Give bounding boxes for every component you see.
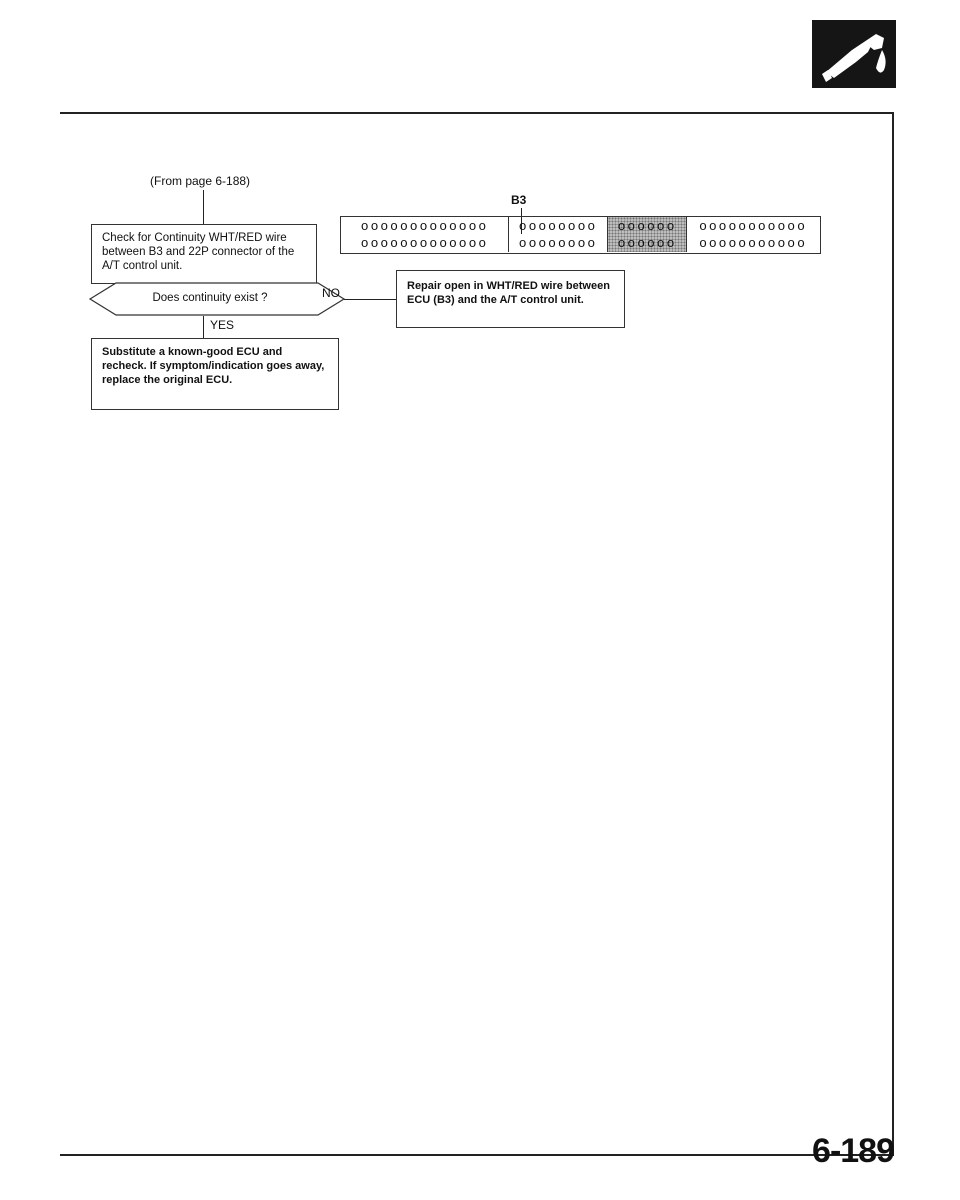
step-substitute-ecu: Substitute a known-good ECU and recheck. If symptom/indication goes away, replace the original ECU. [91, 338, 339, 410]
connector-segment-shaded [608, 217, 687, 252]
ecu-connector [340, 216, 821, 254]
no-branch-line [344, 299, 396, 300]
connector-line-1 [203, 190, 204, 224]
header-rule [60, 112, 894, 114]
connector-row: ooooooooooooo [360, 236, 489, 251]
connector-row: ooooooooooo [699, 236, 807, 251]
connector-row: oooooooo [518, 219, 598, 234]
connector-row: oooooooo [518, 236, 598, 251]
pin-label-b3: B3 [511, 193, 527, 207]
section-logo [812, 20, 896, 88]
page-right-border [892, 112, 894, 1156]
connector-row: ooooooooooo [699, 219, 807, 234]
connector-segment [687, 217, 819, 252]
connector-row: ooooooooooooo [360, 219, 489, 234]
connector-segment [509, 217, 608, 252]
connector-row: oooooo [617, 219, 677, 234]
page-number: 6-189 [812, 1132, 894, 1170]
connector-segment [341, 217, 509, 252]
fuel-nozzle-icon [812, 20, 896, 88]
step-repair-open: Repair open in WHT/RED wire between ECU (B3) and the A/T control unit. [396, 270, 625, 328]
from-page-label: (From page 6-188) [150, 174, 251, 188]
connector-row: oooooo [617, 236, 677, 251]
decision-question: Does continuity exist ? [152, 292, 268, 304]
step-check-continuity: Check for Continuity WHT/RED wire between B3 and 22P connector of the A/T control unit. [91, 224, 317, 284]
footer-rule [60, 1154, 894, 1156]
no-label: NO [322, 286, 340, 300]
yes-label: YES [210, 318, 235, 332]
connector-line-3 [203, 316, 204, 338]
